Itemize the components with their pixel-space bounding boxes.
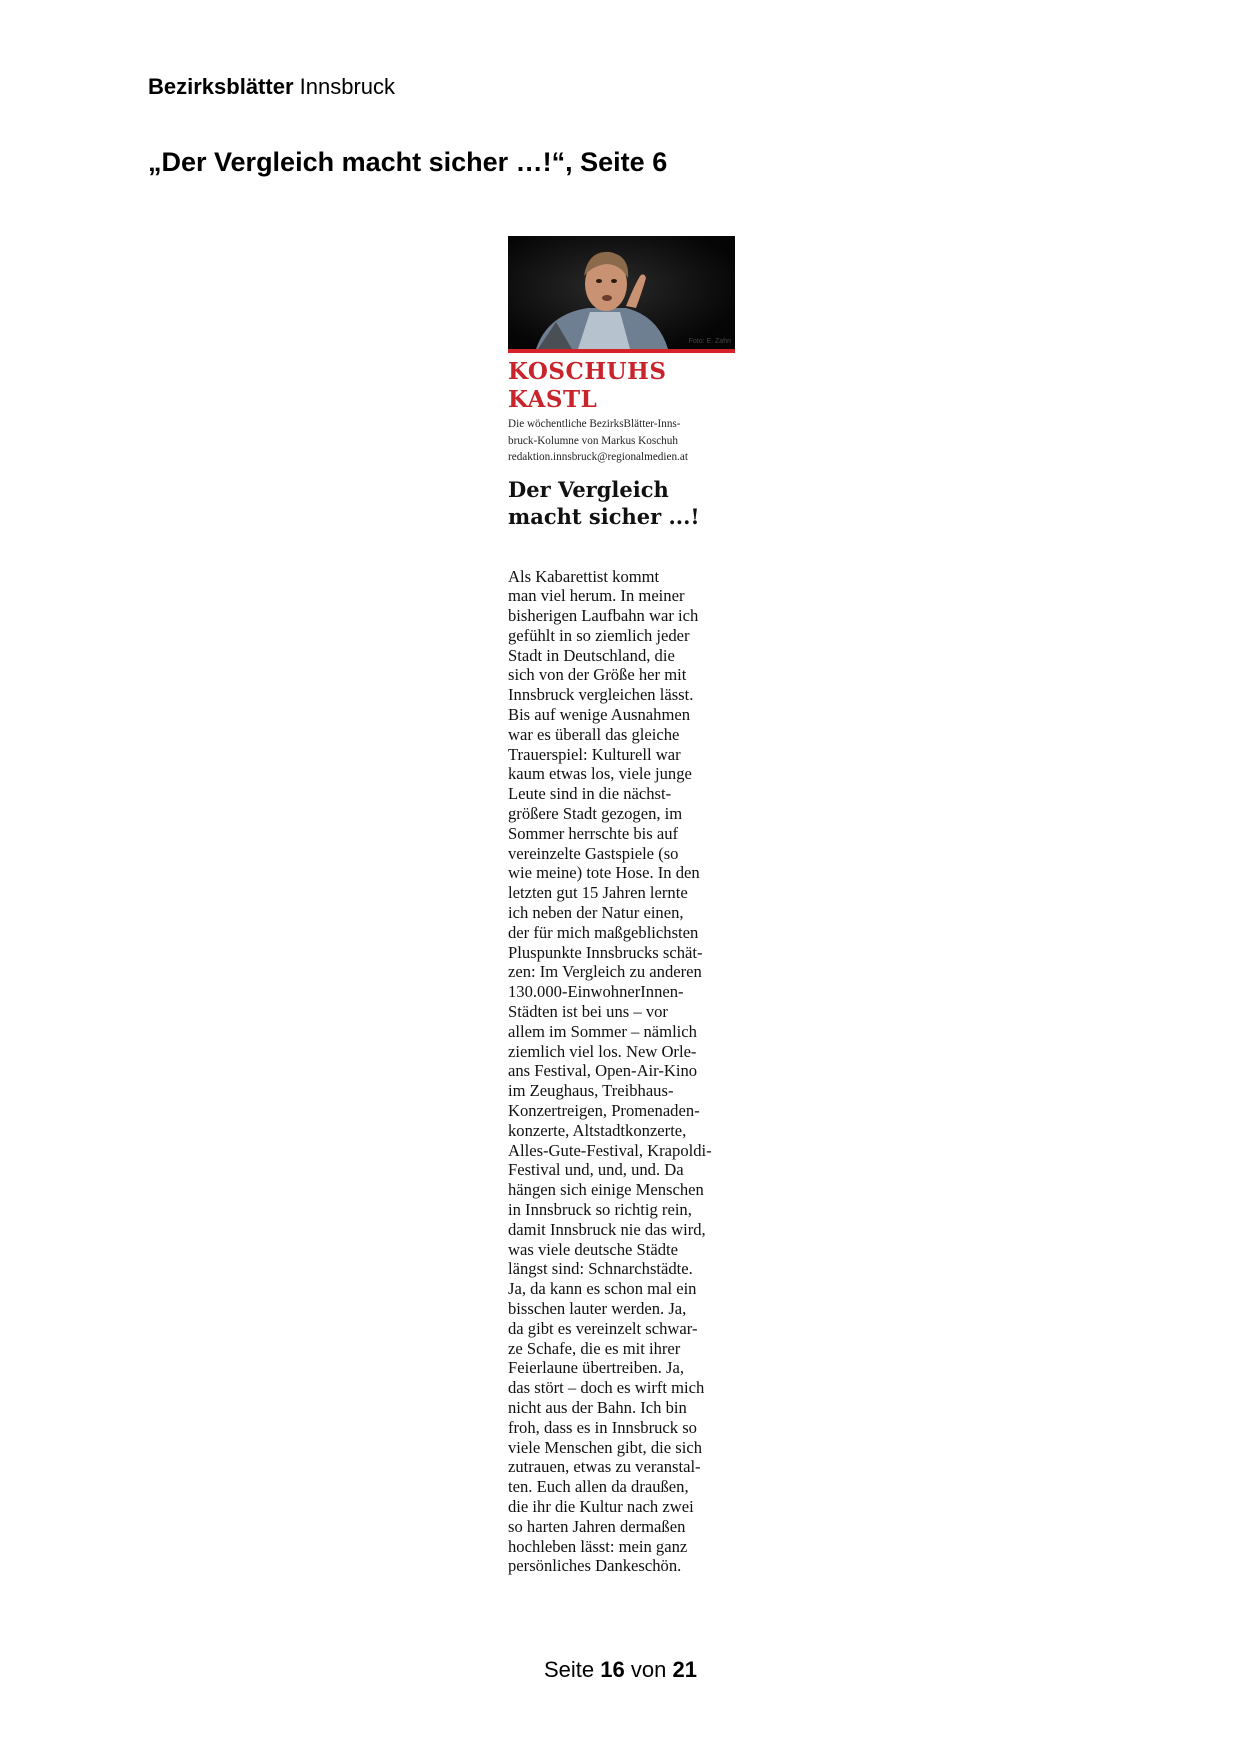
body-line: das stört – doch es wirft mich: [508, 1378, 705, 1398]
page-total: 21: [672, 1657, 697, 1682]
body-line: vereinzelte Gastspiele (so: [508, 843, 679, 863]
column-headline: [508, 476, 736, 530]
body-line: Ja, da kann es schon mal ein: [508, 1279, 697, 1299]
body-line: längst sind: Schnarchstädte.: [508, 1259, 693, 1279]
body-line: Stadt in Deutschland, die: [508, 645, 675, 665]
column-email: redaktion.innsbruck@regionalmedien.at: [508, 451, 688, 463]
newspaper-clipping: [508, 236, 736, 1576]
body-line: allem im Sommer – nämlich: [508, 1021, 697, 1041]
page-footer-separator: von: [630, 1657, 667, 1682]
body-line: Festival und, und, und. Da: [508, 1160, 684, 1180]
body-line: hängen sich einige Menschen: [508, 1180, 704, 1200]
page-footer: [0, 1657, 1241, 1683]
body-line: Städten ist bei uns – vor: [508, 1002, 668, 1022]
body-line: Konzertreigen, Promenaden-: [508, 1101, 700, 1121]
body-line: was viele deutsche Städte: [508, 1239, 679, 1259]
publication-name-region: Innsbruck: [299, 74, 396, 99]
body-line: 130.000-EinwohnerInnen-: [508, 982, 684, 1002]
publication-name-bold: Bezirksblätter: [148, 74, 294, 99]
body-line: ich neben der Natur einen,: [508, 903, 684, 923]
body-line: nicht aus der Bahn. Ich bin: [508, 1397, 687, 1417]
body-line: ten. Euch allen da draußen,: [508, 1477, 689, 1497]
column-description: [508, 416, 736, 466]
body-line: ziemlich viel los. New Orle-: [508, 1041, 697, 1061]
photo-credit: Foto: E. Zahn: [688, 338, 731, 345]
column-description-line: bruck-Kolumne von Markus Koschuh: [508, 434, 678, 447]
body-line: viele Menschen gibt, die sich: [508, 1437, 703, 1457]
article-reference-title: „Der Vergleich macht sicher …!“, Seite 6: [148, 147, 668, 177]
body-line: zen: Im Vergleich zu anderen: [508, 962, 702, 982]
body-line: letzten gut 15 Jahren lernte: [508, 883, 688, 903]
body-line: kaum etwas los, viele junge: [508, 764, 692, 784]
author-photo-illustration: [508, 236, 735, 349]
body-line: ze Schafe, die es mit ihrer: [508, 1338, 681, 1358]
body-line: größere Stadt gezogen, im: [508, 804, 683, 824]
body-line: sich von der Größe her mit: [508, 665, 687, 685]
body-line: froh, dass es in Innsbruck so: [508, 1417, 697, 1437]
column-description-line: Die wöchentliche BezirksBlätter-Inns-: [508, 418, 681, 430]
body-line: Leute sind in die nächst-: [508, 784, 672, 804]
body-line: Als Kabarettist kommt: [508, 566, 660, 586]
body-line: wie meine) tote Hose. In den: [508, 863, 700, 883]
body-line: bisschen lauter werden. Ja,: [508, 1298, 687, 1318]
body-line: der für mich maßgeblichsten: [508, 922, 699, 942]
body-line: hochleben lässt: mein ganz: [508, 1536, 688, 1556]
body-line: so harten Jahren dermaßen: [508, 1516, 686, 1536]
body-line: Alles-Gute-Festival, Krapoldi-: [508, 1140, 712, 1160]
page-footer-prefix: Seite: [544, 1657, 595, 1682]
body-line: da gibt es vereinzelt schwar-: [508, 1318, 698, 1338]
author-photo: [508, 236, 735, 353]
page-number: 16: [600, 1657, 625, 1682]
body-line: die ihr die Kultur nach zwei: [508, 1496, 694, 1516]
body-line: ans Festival, Open-Air-Kino: [508, 1061, 698, 1081]
body-line: Bis auf wenige Ausnahmen: [508, 705, 691, 725]
body-line: gefühlt in so ziemlich jeder: [508, 625, 690, 645]
body-line: konzerte, Altstadtkonzerte,: [508, 1120, 687, 1140]
body-line: in Innsbruck so richtig rein,: [508, 1200, 692, 1219]
body-line: Pluspunkte Innsbrucks schät-: [508, 942, 703, 962]
body-line: im Zeughaus, Treibhaus-: [508, 1081, 674, 1101]
body-line: Innsbruck vergleichen lässt.: [508, 685, 694, 705]
body-line: man viel herum. In meiner: [508, 586, 685, 606]
body-line: persönliches Dankeschön.: [508, 1556, 682, 1576]
body-line: war es überall das gleiche: [508, 724, 680, 744]
column-headline-line: Der Vergleich: [508, 476, 669, 502]
body-line: Trauerspiel: Kulturell war: [508, 744, 681, 764]
body-line: Feierlaune übertreiben. Ja,: [508, 1358, 685, 1378]
column-title: KOSCHUHS KASTL: [508, 358, 667, 413]
body-line: zutrauen, etwas zu veranstal-: [508, 1457, 701, 1477]
column-body-text: [508, 567, 736, 1577]
body-line: bisherigen Laufbahn war ich: [508, 606, 699, 626]
body-line: damit Innsbruck nie das wird,: [508, 1219, 706, 1239]
publication-name: [148, 74, 395, 100]
column-headline-line: macht sicher ...!: [508, 503, 700, 529]
body-line: Sommer herrschte bis auf: [508, 823, 679, 843]
